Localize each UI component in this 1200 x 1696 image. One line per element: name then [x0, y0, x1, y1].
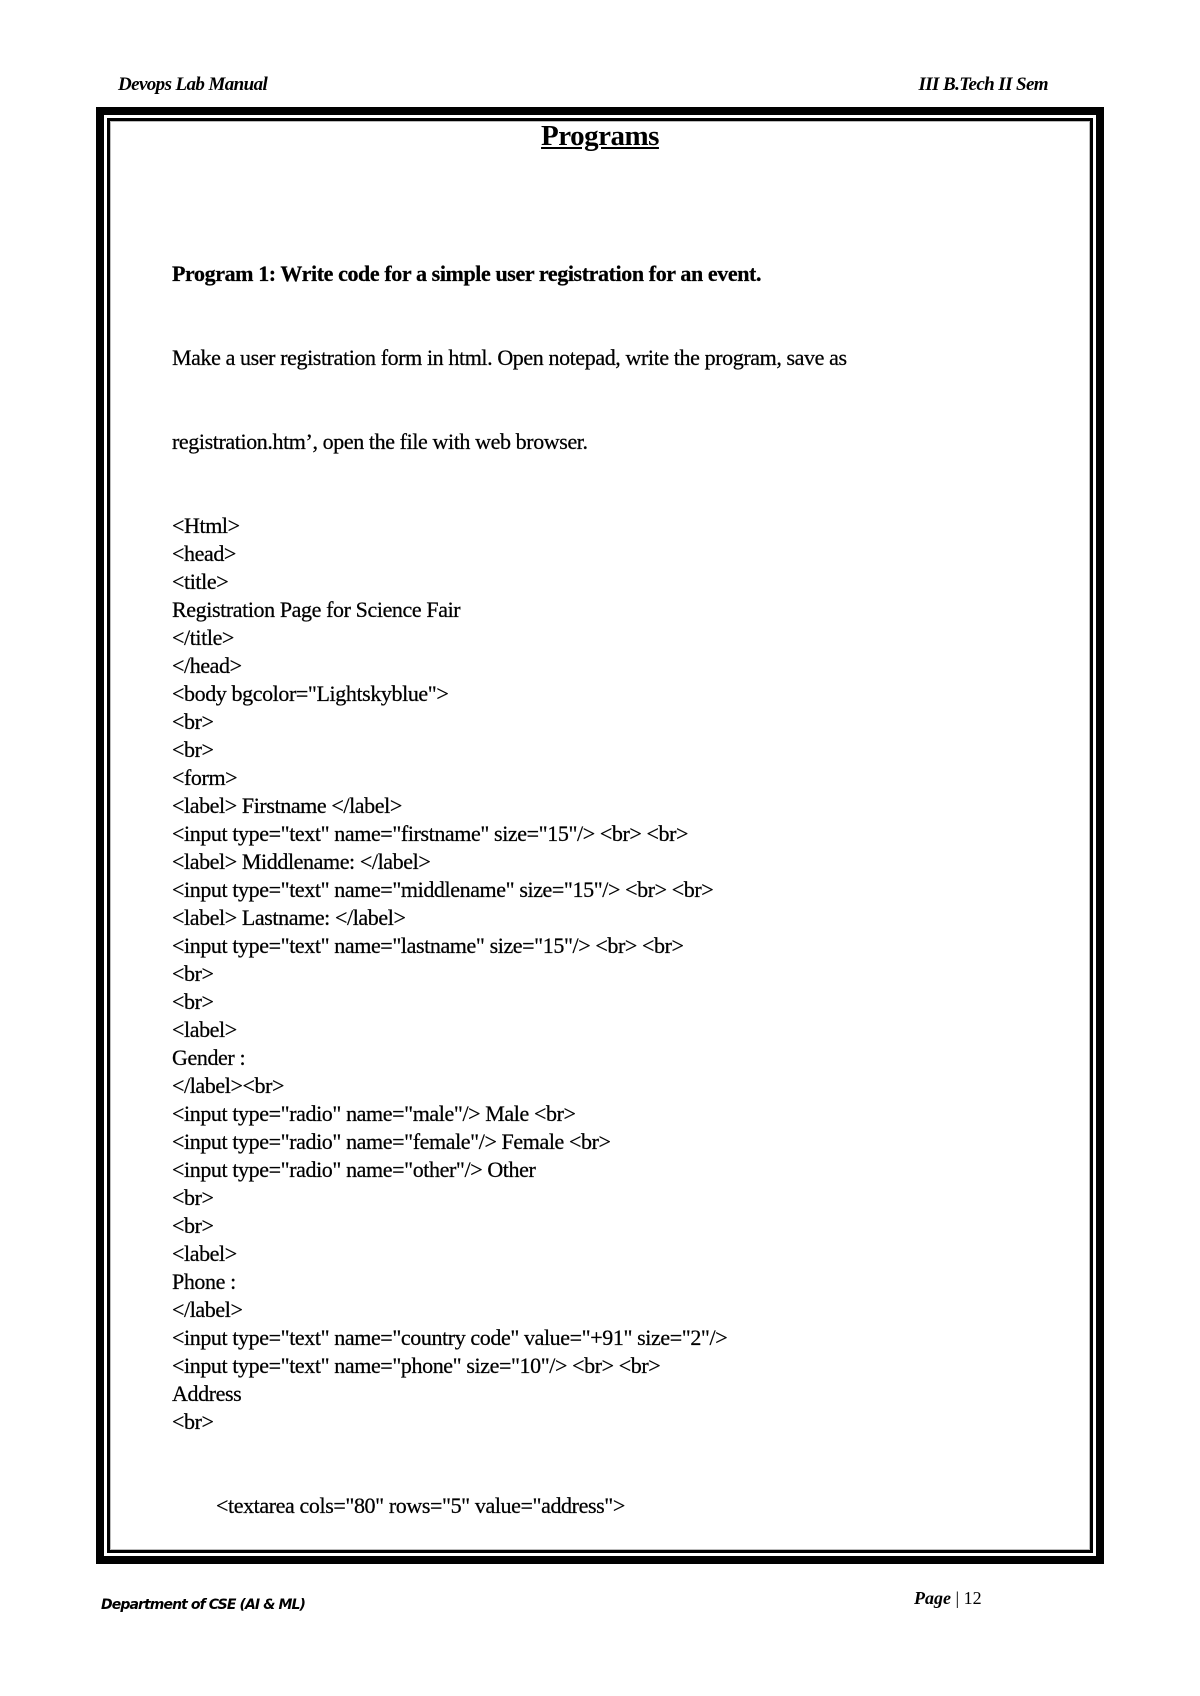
- code-line: <input type="radio" name="female"/> Female <br>: [172, 1129, 611, 1154]
- code-line: Registration Page for Science Fair: [172, 597, 461, 622]
- code-line: <br>: [172, 989, 214, 1014]
- page-label: Page: [914, 1588, 951, 1608]
- code-line: <br>: [172, 1409, 214, 1434]
- code-line: <input type="radio" name="other"/> Other: [172, 1157, 536, 1182]
- header-manual-title: Devops Lab Manual: [118, 74, 268, 95]
- code-line: </title>: [172, 625, 234, 650]
- code-line: <label> Firstname </label>: [172, 793, 402, 818]
- footer-department: Department of CSE (AI & ML): [101, 1597, 306, 1613]
- code-line: <label> Middlename: </label>: [172, 849, 431, 874]
- code-line: Gender :: [172, 1045, 246, 1070]
- code-line: <label>: [172, 1241, 237, 1266]
- intro-line: Make a user registration form in html. Open notepad, write the program, save as: [172, 345, 847, 370]
- code-line: <head>: [172, 541, 236, 566]
- code-line: <br>: [172, 1185, 214, 1210]
- page-separator: |: [950, 1588, 964, 1608]
- code-line: </label>: [172, 1297, 243, 1322]
- code-line: <br>: [172, 1213, 214, 1238]
- code-line: <br>: [172, 961, 214, 986]
- code-line: <input type="text" name="middlename" size="15"/> <br> <br>: [172, 877, 714, 902]
- code-line: <body bgcolor="Lightskyblue">: [172, 681, 449, 706]
- code-line: <input type="text" name="phone" size="10"/> <br> <br>: [172, 1353, 661, 1378]
- code-line: <form>: [172, 765, 238, 790]
- page-number: 12: [963, 1588, 982, 1608]
- code-line: <input type="text" name="firstname" size="15"/> <br> <br>: [172, 821, 689, 846]
- code-line: Phone :: [172, 1269, 236, 1294]
- code-block: [172, 512, 1072, 1436]
- code-line: <input type="text" name="country code" value="+91" size="2"/>: [172, 1325, 728, 1350]
- code-line: <input type="radio" name="male"/> Male <br>: [172, 1101, 576, 1126]
- program-content: [172, 204, 1072, 1548]
- code-line: <br>: [172, 737, 214, 762]
- code-line: <title>: [172, 569, 229, 594]
- code-line: <br>: [172, 709, 214, 734]
- code-line: <label> Lastname: </label>: [172, 905, 406, 930]
- code-line: Address: [172, 1381, 242, 1406]
- code-line: <Html>: [172, 513, 240, 538]
- footer-page-number: [914, 1588, 982, 1609]
- code-line-textarea: <textarea cols="80" rows="5" value="address">: [216, 1493, 625, 1518]
- code-line: </label><br>: [172, 1073, 285, 1098]
- code-line: <input type="text" name="lastname" size="15"/> <br> <br>: [172, 933, 684, 958]
- code-line: <label>: [172, 1017, 237, 1042]
- program-heading: Program 1: Write code for a simple user registration for an event.: [172, 261, 762, 286]
- page-title: Programs: [541, 120, 659, 152]
- intro-line: registration.htm’, open the file with web browser.: [172, 429, 588, 454]
- code-line: </head>: [172, 653, 242, 678]
- header-semester: III B.Tech II Sem: [918, 74, 1048, 95]
